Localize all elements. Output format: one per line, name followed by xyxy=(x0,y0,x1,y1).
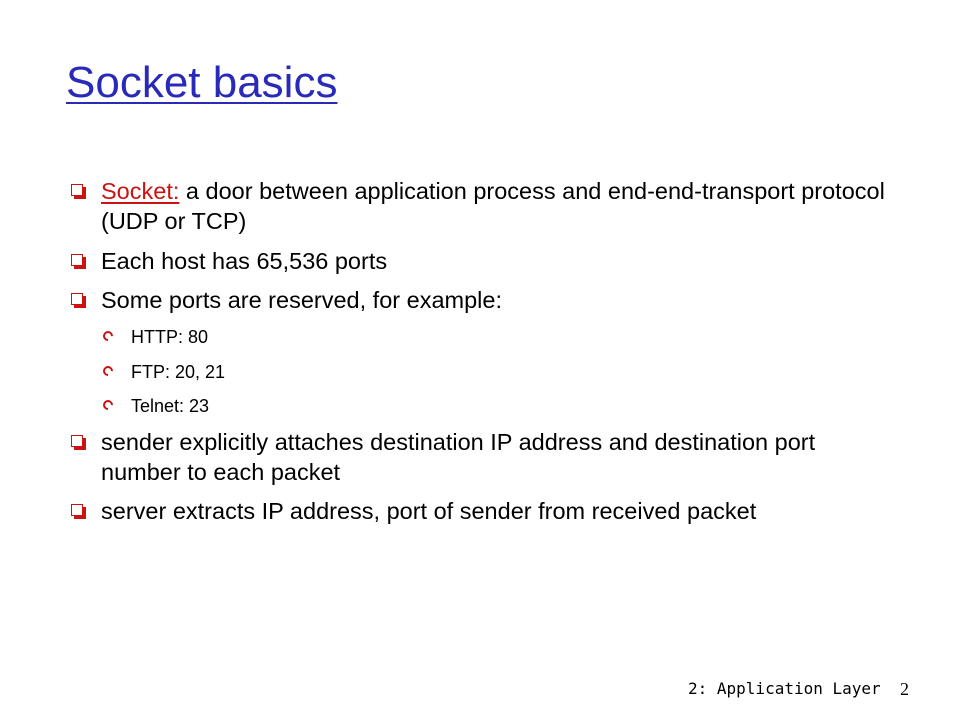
footer-label: 2: Application Layer xyxy=(688,679,881,698)
bullet-text xyxy=(101,176,901,236)
square-bullet-icon xyxy=(71,293,83,305)
bullet-text: server extracts IP address, port of sender from received packet xyxy=(101,498,757,524)
bullet-text-body: a door between application process and end-end-transport protocol (UDP or TCP) xyxy=(101,178,885,234)
page-number: 2 xyxy=(900,679,909,699)
square-bullet-icon xyxy=(71,435,83,447)
bullet-text: Each host has 65,536 ports xyxy=(101,248,388,274)
ring-bullet-icon xyxy=(101,398,115,412)
bullet-text: Some ports are reserved, for example: xyxy=(101,287,502,313)
square-bullet-icon xyxy=(71,504,83,516)
sub-bullet-text: FTP: 20, 21 xyxy=(131,362,226,382)
ring-bullet-icon xyxy=(101,329,115,343)
square-bullet-icon xyxy=(71,254,83,266)
sub-bullet-text: Telnet: 23 xyxy=(131,396,210,416)
square-bullet-icon xyxy=(71,184,83,196)
bullet-keyword: Socket: xyxy=(101,178,180,204)
ring-bullet-icon xyxy=(101,364,115,378)
slide-title: Socket basics xyxy=(66,58,338,107)
sub-bullet-text: HTTP: 80 xyxy=(131,327,209,347)
bullet-text: sender explicitly attaches destination IP address and destination port number to each packet xyxy=(101,429,816,485)
